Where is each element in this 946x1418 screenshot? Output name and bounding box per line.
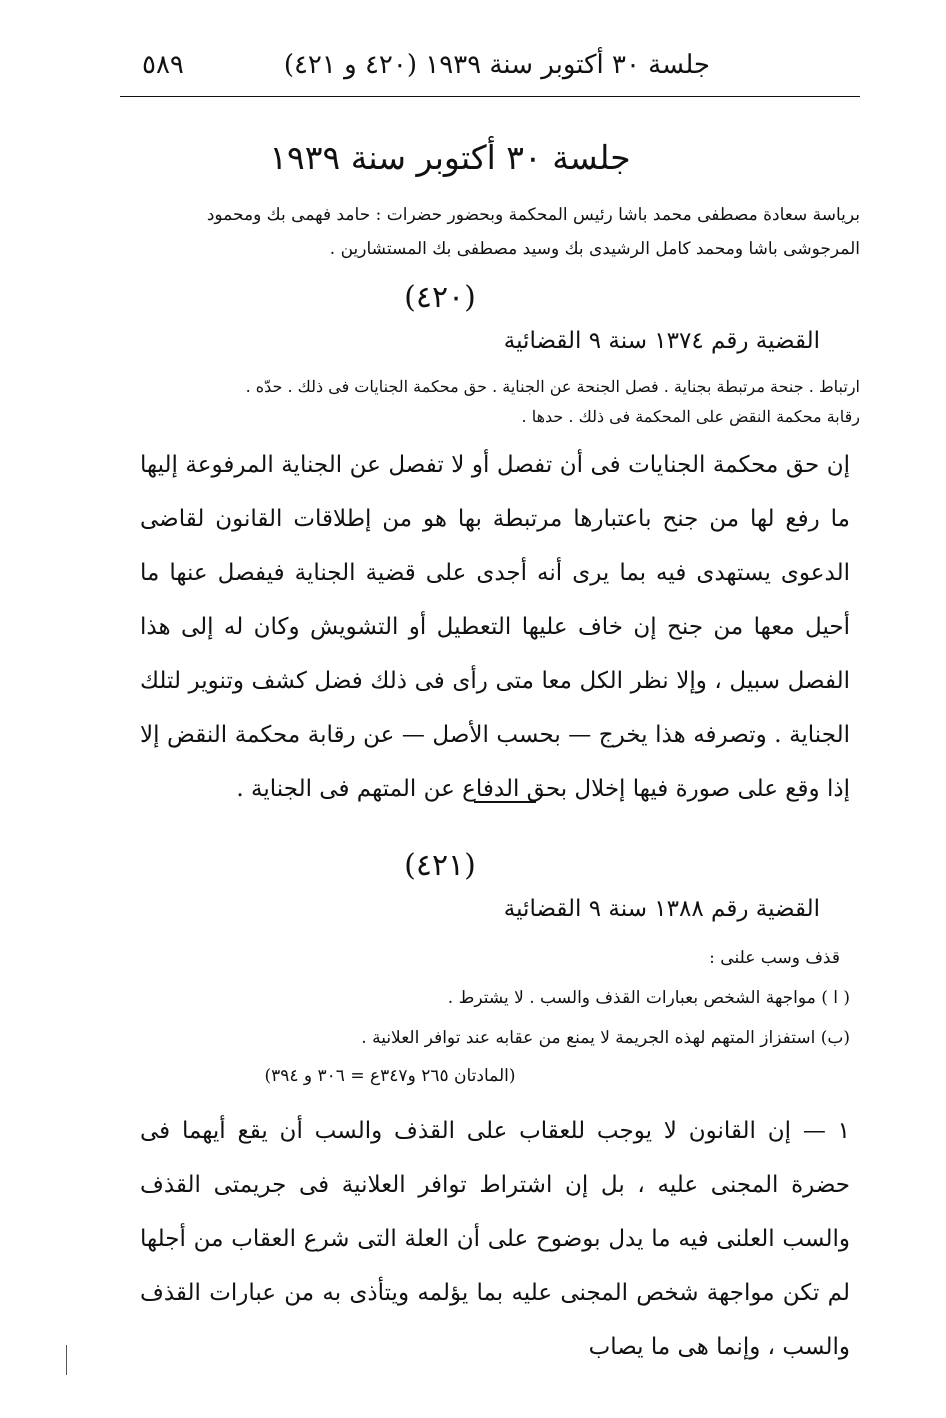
case-summary-420 [110, 372, 860, 432]
header-rule [120, 96, 860, 97]
summary-item-b: (ب) استفزاز المتهم لهذه الجريمة لا يمنع من عقابه عند توافر العلانية . [361, 1028, 850, 1048]
margin-mark [66, 1345, 67, 1375]
page-number: ٥٨٩ [142, 50, 184, 80]
topic-heading: قذف وسب علنى : [709, 948, 840, 968]
summary-line: رقابة محكمة النقض على المحكمة فى ذلك . حدها . [521, 407, 860, 426]
court-composition [90, 198, 860, 266]
section-separator [474, 801, 536, 803]
page-header [120, 40, 860, 90]
session-title: جلسة ٣٠ أكتوبر سنة ١٩٣٩ [269, 138, 631, 177]
preamble-line: برياسة سعادة مصطفى محمد باشا رئيس المحكمة وبحضور حضرات : حامد فهمى بك ومحمود [206, 205, 860, 225]
summary-item-a: ( ا ) مواجهة الشخص بعبارات القذف والسب . لا يشترط . [447, 988, 850, 1008]
articles-reference: (المادتان ٢٦٥ و٣٤٧ع = ٣٠٦ و ٣٩٤) [264, 1066, 516, 1086]
case-body-420 [140, 438, 850, 816]
summary-line: ارتباط . جنحة مرتبطة بجناية . فصل الجنحة عن الجناية . حق محكمة الجنايات فى ذلك . حدّه . [245, 377, 860, 396]
case-number-420: (٤٢٠) [404, 280, 476, 315]
preamble-line: المرجوشى باشا ومحمد كامل الرشيدى بك وسيد مصطفى بك المستشارين . [329, 239, 860, 259]
running-title: جلسة ٣٠ أكتوبر سنة ١٩٣٩ (٤٢٠ و ٤٢١) [283, 50, 710, 80]
ruling-paragraph: إن حق محكمة الجنايات فى أن تفصل أو لا تفصل عن الجناية المرفوعة إليها ما رفع لها من جنح باعتبارها مرتبطة بها هو من إطلاقات القانون لقاضى الدعوى يستهدى فيه بما يرى أنه أجدى على قضية الجناية فيفصل عنها ما أحيل معها من جنح إن خاف عليها التعطيل أو التشويش وكان له إلى هذا الفصل سبيل ، وإلا نظر الكل معا متى رأى فى ذلك فضل كشف وتنوير لتلك الجناية . وتصرفه هذا يخرج — بحسب الأصل — عن رقابة محكمة النقض إلا إذا وقع على صورة فيها إخلال بحق الدفاع عن المتهم فى الجناية . [140, 452, 850, 802]
case-number-421: (٤٢١) [404, 848, 476, 883]
case-reference-421: القضية رقم ١٣٨٨ سنة ٩ القضائية [503, 896, 820, 922]
ruling-paragraph: ١ — إن القانون لا يوجب للعقاب على القذف والسب أن يقع أيهما فى حضرة المجنى عليه ، بل إن اشتراط توافر العلانية فى جريمتى القذف والسب العلنى فيه ما يدل بوضوح على أن العلة التى شرع العقاب من أجلها لم تكن مواجهة شخص المجنى عليه بما يؤلمه ويتأذى به من عبارات القذف والسب ، وإنما هى ما يصاب [140, 1118, 850, 1360]
case-body-421 [140, 1104, 850, 1374]
case-reference-420: القضية رقم ١٣٧٤ سنة ٩ القضائية [503, 328, 820, 354]
